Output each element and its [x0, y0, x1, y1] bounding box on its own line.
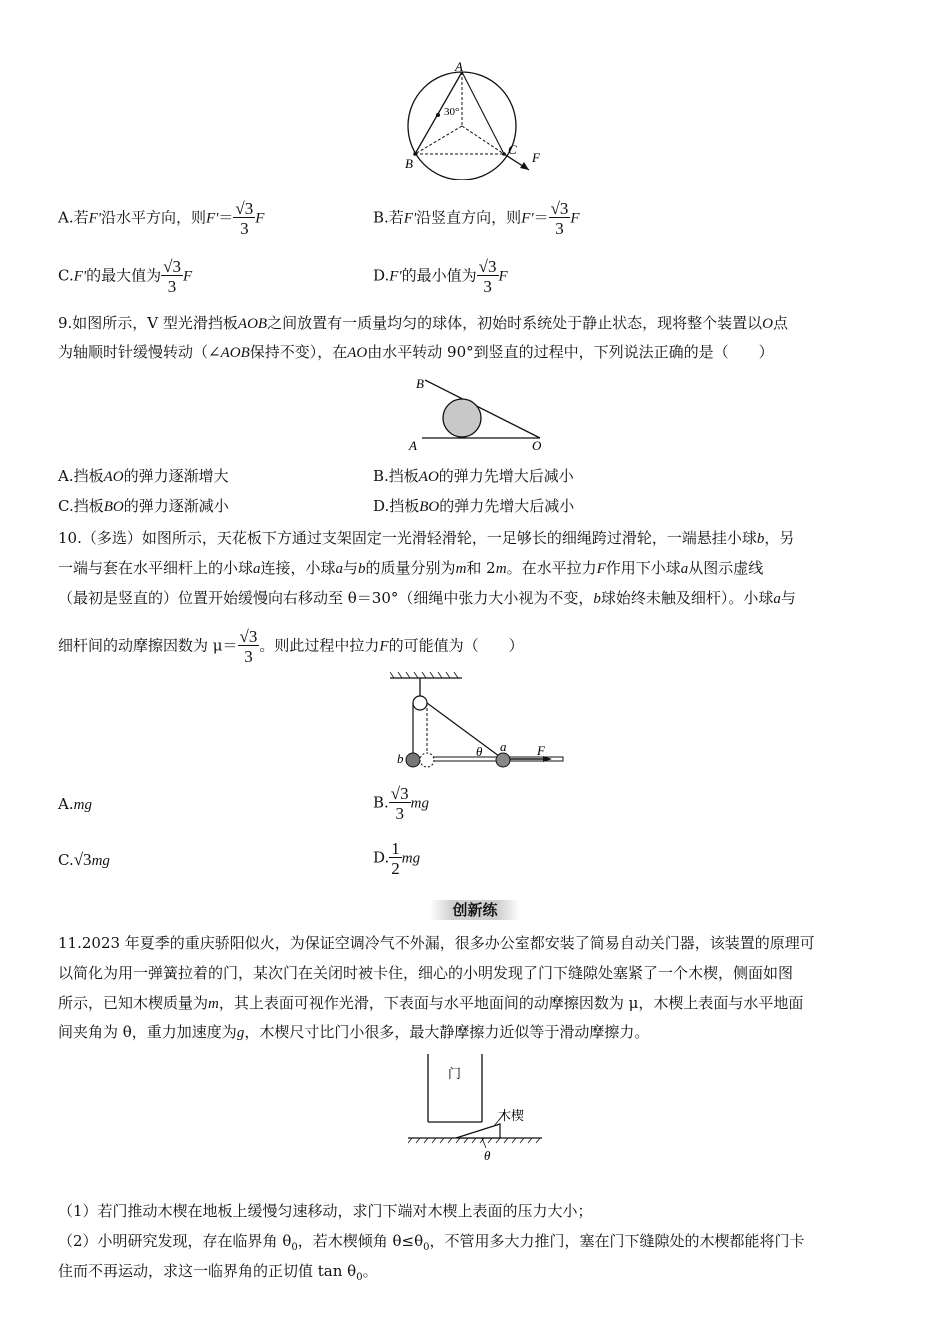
section-badge: 创新练: [430, 900, 520, 920]
q10-stem-line4: [58, 628, 524, 665]
text: 保持不变），在: [249, 343, 348, 361]
label-C: C: [508, 142, 517, 157]
label-A: A: [455, 60, 463, 74]
text: ，另: [764, 529, 795, 547]
var: AOB: [237, 316, 268, 332]
q8-option-C[interactable]: [58, 258, 192, 295]
text: 的可能值为（ ）: [388, 636, 524, 655]
fraction: [233, 200, 255, 237]
q10-option-D[interactable]: [373, 840, 420, 877]
option-prefix: C.: [58, 266, 74, 285]
figure-door-wedge: [400, 1052, 550, 1167]
label-B: B: [416, 376, 424, 391]
arrowhead: [520, 162, 529, 170]
var: m: [495, 561, 507, 577]
denominator: 3: [167, 277, 177, 296]
q10-option-C[interactable]: [58, 849, 110, 872]
var: AO: [103, 469, 124, 485]
q10-stem-line2: [58, 557, 763, 580]
fraction: [161, 258, 183, 295]
q9-option-D[interactable]: [373, 495, 574, 518]
text: ，不管用多大力推门，塞在门下缝隙处的木楔都能将门卡: [429, 1232, 805, 1250]
text: 细杆间的动摩擦因数为 μ＝: [58, 636, 238, 655]
text: ，若木楔倾角 θ≤θ: [297, 1232, 424, 1250]
option-prefix: B.挡板: [373, 467, 419, 485]
q11-stem-line1: 11.2023 年夏季的重庆骄阳似火，为保证空调冷气不外漏，很多办公室都安装了简易自动关门器，该装置的原理可: [58, 934, 815, 952]
option-prefix: D.: [373, 848, 390, 867]
fraction: [549, 200, 571, 237]
point-B: [413, 152, 417, 156]
numerator: √3: [478, 257, 497, 276]
q9-stem-line1: [58, 312, 788, 335]
text: 9.如图所示，V 型光滑挡板: [58, 314, 238, 332]
text: 点: [772, 314, 788, 332]
equals: ＝: [218, 208, 234, 227]
var: mg: [401, 850, 421, 867]
text: ，其上表面可视作光滑，下表面与水平地面间的动摩擦因数为 μ，木楔上表面与水平地面: [218, 994, 804, 1012]
q11-stem-line2: 以简化为用一弹簧拉着的门，某次门在关闭时被卡住，细心的小明发现了门下缝隙处塞紧了一个木楔，侧面如图: [58, 964, 794, 982]
label-B: B: [405, 156, 413, 171]
q11-stem-line4: [58, 1021, 649, 1044]
label-wedge: 木楔: [498, 1109, 525, 1124]
text: 球始终未触及细杆）。小球: [600, 589, 774, 607]
label-angle: 30°: [444, 106, 460, 118]
option-prefix: B.: [373, 793, 389, 812]
equals: ＝: [533, 208, 549, 227]
text: 作用下小球: [605, 559, 681, 577]
option-prefix: D.: [373, 266, 390, 285]
floor-hatch: [408, 1138, 540, 1143]
text: 10.（多选）如图所示，天花板下方通过支架固定一光滑轻滑轮，一足够长的细绳跨过滑轮，一端悬挂小球: [58, 529, 757, 547]
denominator: 3: [483, 277, 492, 296]
var: a: [680, 561, 689, 577]
figure-v-plate: [400, 372, 560, 457]
var: a: [773, 591, 781, 607]
label-a: a: [500, 739, 507, 754]
fraction: [389, 785, 411, 822]
var: AOB: [220, 345, 250, 361]
var: F': [403, 210, 417, 227]
q8-option-D[interactable]: [373, 258, 508, 295]
var: m: [455, 561, 467, 577]
text: 为轴顺时针缓慢转动（∠: [58, 343, 221, 361]
var: F': [88, 210, 101, 227]
label-O: O: [532, 438, 542, 453]
var: m: [208, 996, 219, 1012]
denominator: 3: [395, 804, 404, 823]
denominator: 3: [240, 219, 249, 238]
option-prefix: A.: [58, 795, 74, 813]
subscript: 0: [423, 1242, 430, 1253]
var: AO: [347, 345, 368, 361]
var: a: [335, 561, 344, 577]
q9-option-C[interactable]: [58, 495, 229, 518]
subscript: 0: [291, 1242, 298, 1253]
text: ，木楔尺寸比门小很多，最大静摩擦力近似等于滑动摩擦力。: [244, 1023, 650, 1041]
figure-circle-forces: [400, 60, 550, 180]
var: F: [596, 561, 606, 577]
var: F': [206, 210, 219, 227]
figure-pulley: [390, 672, 570, 777]
pulley: [413, 696, 427, 710]
var: F: [570, 210, 580, 227]
option-text: 沿水平方向，则: [100, 208, 206, 227]
label-b: b: [397, 751, 404, 766]
option-text: 的弹力先增大后减小: [438, 467, 574, 485]
text: 间夹角为 θ，重力加速度为: [58, 1023, 237, 1041]
q11-stem-line3: [58, 992, 803, 1015]
ball-a: [496, 753, 510, 767]
option-prefix: A.挡板: [58, 467, 104, 485]
q9-stem-line2: [58, 341, 774, 364]
var: F: [498, 268, 508, 285]
var: b: [593, 591, 601, 607]
q11-sub3: [58, 1260, 378, 1289]
wedge: [456, 1124, 500, 1138]
var: BO: [419, 499, 440, 515]
q11-sub2: [58, 1230, 805, 1259]
numerator: 1: [391, 839, 400, 858]
point-mid: [436, 113, 440, 117]
text: 。则此过程中拉力: [259, 636, 380, 655]
line-AC: [462, 72, 504, 154]
q10-stem-line3: [58, 587, 796, 610]
q9-option-A[interactable]: [58, 465, 229, 488]
q10-stem-line1: [58, 527, 794, 550]
text: 连接，小球: [260, 559, 336, 577]
q10-option-A[interactable]: [58, 793, 92, 816]
numerator: √3: [550, 199, 569, 218]
var: F': [389, 268, 402, 285]
subscript: 0: [356, 1272, 363, 1283]
var: F': [521, 210, 534, 227]
option-text: 沿竖直方向，则: [416, 208, 522, 227]
line-OB-dashed: [415, 126, 462, 154]
theta-leader: [482, 1138, 486, 1148]
var: mg: [73, 797, 92, 813]
label-door: 门: [448, 1067, 462, 1082]
q10-option-B[interactable]: [373, 785, 429, 822]
q9-option-B[interactable]: [373, 465, 574, 488]
text: 和 2: [466, 559, 496, 577]
text: 的质量分别为: [365, 559, 456, 577]
sqrt: √3: [73, 850, 92, 869]
rope-a: [427, 703, 503, 759]
denominator: 2: [391, 859, 400, 878]
fraction: [477, 258, 499, 295]
option-prefix: C.: [58, 851, 74, 869]
text: 。: [362, 1262, 378, 1280]
var: mg: [410, 795, 429, 812]
q8-option-B[interactable]: [373, 200, 580, 237]
label-F: F: [537, 743, 545, 758]
numerator: √3: [235, 199, 254, 218]
option-text: 的最大值为: [86, 266, 162, 285]
option-text: 的最小值为: [401, 266, 477, 285]
label-F: F: [532, 150, 540, 165]
option-text: 的弹力逐渐增大: [123, 467, 229, 485]
numerator: √3: [239, 627, 258, 646]
text: 与: [343, 559, 359, 577]
text: （2）小明研究发现，存在临界角 θ: [58, 1232, 292, 1250]
var: b: [358, 561, 366, 577]
var: F': [73, 268, 87, 285]
denominator: 3: [244, 647, 253, 666]
option-text: 的弹力逐渐减小: [123, 497, 229, 515]
option-prefix: B.若: [373, 208, 404, 227]
text: 住而不再运动，求这一临界角的正切值 tan θ: [58, 1262, 357, 1280]
q11-sub1: （1）若门推动木楔在地板上缓慢匀速移动，求门下端对木楔上表面的压力大小；: [58, 1202, 593, 1220]
var: mg: [91, 853, 110, 869]
text: （最初是竖直的）位置开始缓慢向右移动至 θ＝30°（细绳中张力大小视为不变，: [58, 589, 594, 607]
ball-b: [406, 753, 420, 767]
var: g: [236, 1025, 245, 1041]
text: 从图示虚线: [688, 559, 764, 577]
var: F: [255, 210, 265, 227]
ceiling-hatch: [390, 672, 458, 678]
text: 所示，已知木楔质量为: [58, 994, 209, 1012]
option-prefix: A.若: [58, 208, 89, 227]
text: 一端与套在水平细杆上的小球: [58, 559, 254, 577]
option-text: 的弹力先增大后减小: [439, 497, 575, 515]
var: a: [253, 561, 261, 577]
ball: [443, 399, 481, 437]
fraction: [238, 628, 260, 665]
text: 之间放置有一质量均匀的球体，初始时系统处于静止状态，现将整个装置以: [267, 314, 763, 332]
var: F: [182, 268, 193, 285]
var: b: [756, 531, 765, 547]
var: F: [379, 638, 389, 655]
plate-BO: [425, 380, 540, 438]
denominator: 3: [555, 219, 564, 238]
point-C: [502, 152, 506, 156]
text: 由水平转动 90°到竖直的过程中，下列说法正确的是（ ）: [367, 343, 774, 361]
numerator: √3: [390, 784, 409, 803]
q8-option-A[interactable]: [58, 200, 264, 237]
var: BO: [103, 499, 124, 515]
label-A: A: [409, 438, 417, 453]
ball-a-initial-dashed: [420, 753, 434, 767]
numerator: √3: [163, 257, 181, 276]
label-theta: θ: [484, 1148, 491, 1163]
fraction: [389, 840, 402, 877]
text: 与: [780, 589, 796, 607]
option-prefix: D.挡板: [373, 497, 420, 515]
option-prefix: C.挡板: [58, 497, 104, 515]
var: O: [762, 316, 773, 332]
var: AO: [418, 469, 439, 485]
line-OC-dashed: [462, 126, 504, 154]
label-theta: θ: [476, 744, 483, 759]
text: 。在水平拉力: [506, 559, 597, 577]
